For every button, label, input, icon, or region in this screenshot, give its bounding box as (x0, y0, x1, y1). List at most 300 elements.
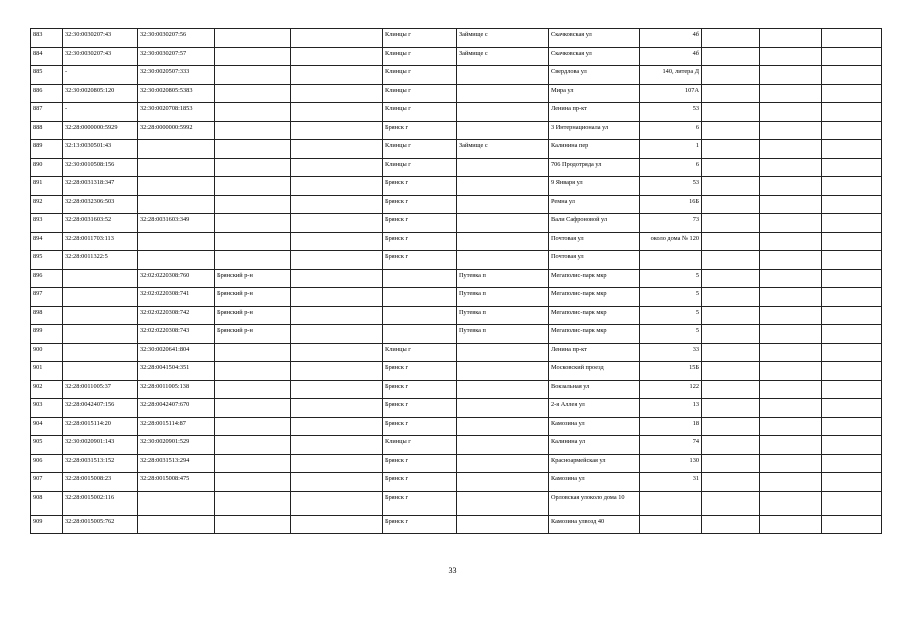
table-row (31, 177, 882, 196)
table-cell (822, 47, 882, 66)
table-cell: Брянск г (383, 232, 457, 251)
table-cell: Калинина ул (549, 436, 640, 455)
table-cell (702, 436, 760, 455)
table-cell (457, 84, 549, 103)
table-cell: Брянск г (383, 121, 457, 140)
table-cell (215, 515, 291, 534)
table-cell: 4б (640, 29, 702, 48)
table-cell: - (63, 103, 138, 122)
table-cell (291, 269, 383, 288)
table-cell (215, 214, 291, 233)
table-cell: Брянск г (383, 399, 457, 418)
table-cell: Брянск г (383, 214, 457, 233)
table-cell (215, 29, 291, 48)
table-cell: 32:28:0000000:5992 (138, 121, 215, 140)
table-cell (457, 515, 549, 534)
table-cell: 140, литера Д (640, 66, 702, 85)
table-cell (822, 473, 882, 492)
table-cell: Почтовая ул (549, 251, 640, 270)
table-cell (291, 399, 383, 418)
table-cell: 32:30:0020708:1853 (138, 103, 215, 122)
table-cell: Клинцы г (383, 140, 457, 159)
table-row (31, 84, 882, 103)
table-cell (822, 325, 882, 344)
table-cell (291, 288, 383, 307)
table-cell (291, 436, 383, 455)
table-cell: 892 (31, 195, 63, 214)
table-cell (457, 214, 549, 233)
table-row (31, 158, 882, 177)
table-row (31, 380, 882, 399)
table-cell: Брянский р-н (215, 325, 291, 344)
table-cell: Брянск г (383, 195, 457, 214)
table-cell: 893 (31, 214, 63, 233)
table-cell (457, 436, 549, 455)
table-cell: 33 (640, 343, 702, 362)
table-cell (291, 140, 383, 159)
table-cell (457, 66, 549, 85)
table-cell (215, 84, 291, 103)
table-cell: 32:30:0020901:529 (138, 436, 215, 455)
table-cell: Брянск г (383, 362, 457, 381)
table-cell (215, 343, 291, 362)
table-cell (822, 269, 882, 288)
table-cell (215, 473, 291, 492)
table-cell: Клинцы г (383, 103, 457, 122)
table-cell: 32:30:0020507:333 (138, 66, 215, 85)
table-cell: Камозина ул (549, 473, 640, 492)
table-row (31, 232, 882, 251)
table-cell (215, 47, 291, 66)
table-cell: 32:28:0000000:5929 (63, 121, 138, 140)
table-cell (822, 121, 882, 140)
table-cell (457, 251, 549, 270)
table-cell: 32:28:0031603:52 (63, 214, 138, 233)
table-cell: 15Б (640, 362, 702, 381)
table-cell: 891 (31, 177, 63, 196)
table-cell (822, 454, 882, 473)
table-cell: 3 Интернационала ул (549, 121, 640, 140)
table-cell (702, 103, 760, 122)
table-cell (702, 84, 760, 103)
table-cell (702, 417, 760, 436)
table-cell: 32:28:0011703:113 (63, 232, 138, 251)
table-cell (822, 29, 882, 48)
table-cell (702, 29, 760, 48)
table-cell: Клинцы г (383, 158, 457, 177)
table-cell (822, 380, 882, 399)
table-cell: Клинцы г (383, 436, 457, 455)
table-cell: 5 (640, 269, 702, 288)
table-row (31, 491, 882, 515)
table-cell: 898 (31, 306, 63, 325)
table-cell (291, 84, 383, 103)
table-cell (215, 195, 291, 214)
table-cell: 896 (31, 269, 63, 288)
table-cell (702, 66, 760, 85)
table-cell (291, 177, 383, 196)
table-cell (63, 269, 138, 288)
table-cell (822, 84, 882, 103)
table-cell (291, 417, 383, 436)
registry-table-container (30, 28, 882, 534)
table-cell (822, 66, 882, 85)
table-cell (760, 288, 822, 307)
table-cell (215, 491, 291, 515)
table-cell: - (63, 66, 138, 85)
table-cell: 32:28:0011005:37 (63, 380, 138, 399)
table-cell (291, 473, 383, 492)
table-cell: 107А (640, 84, 702, 103)
table-cell (760, 436, 822, 455)
table-cell (138, 515, 215, 534)
table-cell: 122 (640, 380, 702, 399)
table-cell: 32:28:0031513:294 (138, 454, 215, 473)
table-cell (702, 269, 760, 288)
table-cell: 32:30:0030207:43 (63, 29, 138, 48)
table-cell: 908 (31, 491, 63, 515)
table-cell: 706 Продотряда ул (549, 158, 640, 177)
table-row (31, 362, 882, 381)
table-cell (822, 251, 882, 270)
table-cell: 32:28:0041504:351 (138, 362, 215, 381)
table-cell: 32:28:0011005:138 (138, 380, 215, 399)
table-cell: 897 (31, 288, 63, 307)
table-cell: Почтовая ул (549, 232, 640, 251)
table-cell: 5 (640, 325, 702, 344)
table-cell: Камозина ул (549, 417, 640, 436)
table-row (31, 103, 882, 122)
page-number: 33 (448, 566, 457, 575)
table-cell (822, 491, 882, 515)
table-cell: Займище с (457, 140, 549, 159)
table-cell (702, 343, 760, 362)
table-cell: 32:13:0030501:43 (63, 140, 138, 159)
table-cell (63, 306, 138, 325)
table-row (31, 306, 882, 325)
table-cell: Ленина пр-кт (549, 103, 640, 122)
table-cell: 902 (31, 380, 63, 399)
table-row (31, 47, 882, 66)
table-cell: Брянский р-н (215, 269, 291, 288)
table-cell (760, 195, 822, 214)
table-cell: 895 (31, 251, 63, 270)
table-cell: 32:30:0010508:156 (63, 158, 138, 177)
table-cell: 4б (640, 47, 702, 66)
table-cell (822, 306, 882, 325)
table-cell (822, 232, 882, 251)
table-cell (215, 121, 291, 140)
table-cell: 9 Января ул (549, 177, 640, 196)
table-cell (760, 232, 822, 251)
table-cell: 903 (31, 399, 63, 418)
table-cell: 887 (31, 103, 63, 122)
table-cell (138, 140, 215, 159)
table-cell (760, 473, 822, 492)
table-cell: 886 (31, 84, 63, 103)
table-cell: Калинина пер (549, 140, 640, 159)
table-cell: 32:28:0042407:156 (63, 399, 138, 418)
table-cell: 32:28:0015114:87 (138, 417, 215, 436)
table-cell (291, 306, 383, 325)
table-cell (457, 195, 549, 214)
table-cell: 904 (31, 417, 63, 436)
table-cell (63, 288, 138, 307)
table-cell (215, 380, 291, 399)
table-row (31, 288, 882, 307)
table-cell: 32:28:0031513:152 (63, 454, 138, 473)
table-cell (822, 103, 882, 122)
table-cell (215, 251, 291, 270)
table-cell (822, 195, 882, 214)
table-cell: Свердлова ул (549, 66, 640, 85)
table-cell: 894 (31, 232, 63, 251)
table-cell: 31 (640, 473, 702, 492)
table-cell (760, 380, 822, 399)
table-cell: 53 (640, 177, 702, 196)
table-cell (702, 232, 760, 251)
table-cell: 899 (31, 325, 63, 344)
table-cell (215, 399, 291, 418)
table-cell (760, 177, 822, 196)
table-cell (291, 251, 383, 270)
table-cell: 32:28:0011322:5 (63, 251, 138, 270)
table-cell (138, 491, 215, 515)
table-cell: Клинцы г (383, 66, 457, 85)
table-cell: Ленина пр-кт (549, 343, 640, 362)
table-cell: 32:30:0020641:804 (138, 343, 215, 362)
table-cell (457, 343, 549, 362)
table-cell (822, 417, 882, 436)
table-cell: 6 (640, 121, 702, 140)
table-cell: Мегаполис-парк мкр (549, 288, 640, 307)
table-cell (291, 47, 383, 66)
table-cell: Орловская улоколо дома 10 (549, 491, 640, 515)
table-cell: Брянск г (383, 473, 457, 492)
table-cell: 888 (31, 121, 63, 140)
table-cell: 32:28:0015114:20 (63, 417, 138, 436)
table-cell: Мегаполис-парк мкр (549, 325, 640, 344)
table-cell: 32:30:0030207:57 (138, 47, 215, 66)
table-cell (702, 473, 760, 492)
table-cell (640, 491, 702, 515)
table-cell: Скачковская ул (549, 29, 640, 48)
table-cell: Займище с (457, 29, 549, 48)
table-cell (822, 399, 882, 418)
table-cell (215, 177, 291, 196)
table-row (31, 325, 882, 344)
table-cell: 32:02:0220308:760 (138, 269, 215, 288)
table-cell (702, 195, 760, 214)
table-cell: Мира ул (549, 84, 640, 103)
table-row (31, 454, 882, 473)
table-cell: 5 (640, 306, 702, 325)
table-cell: 32:30:0030207:56 (138, 29, 215, 48)
table-cell (702, 362, 760, 381)
table-cell (640, 515, 702, 534)
table-cell (291, 343, 383, 362)
table-cell (457, 232, 549, 251)
table-cell: 6 (640, 158, 702, 177)
table-cell: Брянский р-н (215, 288, 291, 307)
table-cell: 907 (31, 473, 63, 492)
table-cell: 16Б (640, 195, 702, 214)
table-cell: Брянск г (383, 177, 457, 196)
table-cell (291, 195, 383, 214)
table-cell (138, 158, 215, 177)
table-cell: Брянск г (383, 454, 457, 473)
table-cell (457, 103, 549, 122)
table-row (31, 269, 882, 288)
table-cell (702, 454, 760, 473)
table-cell: 32:30:0020805:120 (63, 84, 138, 103)
table-cell (215, 454, 291, 473)
table-cell (457, 177, 549, 196)
table-cell (63, 325, 138, 344)
table-cell: 53 (640, 103, 702, 122)
table-cell: 74 (640, 436, 702, 455)
table-cell: 32:28:0015008:475 (138, 473, 215, 492)
table-cell: Мегаполис-парк мкр (549, 306, 640, 325)
table-cell: 130 (640, 454, 702, 473)
table-cell: Скачковская ул (549, 47, 640, 66)
table-cell (702, 214, 760, 233)
table-cell: Вокзальная ул (549, 380, 640, 399)
table-row (31, 214, 882, 233)
table-cell: 32:28:0032306:503 (63, 195, 138, 214)
table-cell (291, 491, 383, 515)
table-cell (760, 515, 822, 534)
table-cell (760, 251, 822, 270)
table-row (31, 399, 882, 418)
table-cell (138, 195, 215, 214)
table-cell: Путевка п (457, 306, 549, 325)
table-cell: 885 (31, 66, 63, 85)
table-cell (457, 380, 549, 399)
table-cell: 32:28:0031318:347 (63, 177, 138, 196)
table-row (31, 251, 882, 270)
table-row (31, 515, 882, 534)
table-cell (822, 214, 882, 233)
table-cell (215, 66, 291, 85)
table-cell (215, 362, 291, 381)
table-cell (760, 325, 822, 344)
table-cell (291, 29, 383, 48)
table-row (31, 140, 882, 159)
table-cell (383, 306, 457, 325)
table-cell (760, 158, 822, 177)
table-cell: Клинцы г (383, 29, 457, 48)
table-cell: Красноармейская ул (549, 454, 640, 473)
table-cell (702, 177, 760, 196)
table-cell: 5 (640, 288, 702, 307)
table-cell (291, 158, 383, 177)
table-cell (702, 325, 760, 344)
table-cell (215, 436, 291, 455)
table-cell (63, 362, 138, 381)
table-cell: 18 (640, 417, 702, 436)
table-cell: около дома № 120 (640, 232, 702, 251)
table-cell: Московский проезд (549, 362, 640, 381)
table-cell (822, 436, 882, 455)
table-cell (291, 380, 383, 399)
table-cell (457, 362, 549, 381)
table-cell (702, 515, 760, 534)
table-cell (760, 417, 822, 436)
table-cell: 889 (31, 140, 63, 159)
table-cell: 73 (640, 214, 702, 233)
table-cell (291, 121, 383, 140)
table-cell: 900 (31, 343, 63, 362)
table-cell (822, 515, 882, 534)
table-cell (822, 288, 882, 307)
table-cell (822, 362, 882, 381)
table-cell (291, 362, 383, 381)
table-cell: Мегаполис-парк мкр (549, 269, 640, 288)
table-row (31, 343, 882, 362)
table-cell: 32:28:0015008:23 (63, 473, 138, 492)
table-cell (702, 399, 760, 418)
table-row (31, 436, 882, 455)
table-cell: Ремна ул (549, 195, 640, 214)
table-cell (760, 399, 822, 418)
table-cell: Путевка п (457, 269, 549, 288)
table-cell: Брянск г (383, 251, 457, 270)
table-cell: Камозина улвозд 40 (549, 515, 640, 534)
table-cell: Брянск г (383, 515, 457, 534)
table-cell: 32:02:0220308:743 (138, 325, 215, 344)
table-cell: 13 (640, 399, 702, 418)
table-cell (760, 269, 822, 288)
table-row (31, 29, 882, 48)
table-cell: Путевка п (457, 325, 549, 344)
table-cell (640, 251, 702, 270)
table-cell (215, 232, 291, 251)
table-cell: Вали Сафроновой ул (549, 214, 640, 233)
table-cell: 1 (640, 140, 702, 159)
table-cell (291, 66, 383, 85)
table-cell (291, 214, 383, 233)
table-row (31, 121, 882, 140)
table-cell: 32:28:0015005:762 (63, 515, 138, 534)
table-cell (760, 343, 822, 362)
table-cell (457, 491, 549, 515)
table-cell: 32:28:0042407:670 (138, 399, 215, 418)
table-cell (215, 158, 291, 177)
table-cell (760, 140, 822, 159)
table-cell (457, 473, 549, 492)
table-cell (702, 288, 760, 307)
table-cell (760, 121, 822, 140)
table-cell (760, 362, 822, 381)
table-cell: 32:28:0031603:349 (138, 214, 215, 233)
table-cell (702, 121, 760, 140)
table-cell (760, 491, 822, 515)
table-cell (291, 103, 383, 122)
table-cell: 884 (31, 47, 63, 66)
table-cell (702, 140, 760, 159)
table-cell (702, 47, 760, 66)
table-cell (138, 232, 215, 251)
table-cell (702, 491, 760, 515)
table-row (31, 473, 882, 492)
table-cell: 883 (31, 29, 63, 48)
table-cell (215, 417, 291, 436)
table-cell (457, 399, 549, 418)
table-cell (822, 158, 882, 177)
table-cell (702, 251, 760, 270)
table-cell: Брянский р-н (215, 306, 291, 325)
